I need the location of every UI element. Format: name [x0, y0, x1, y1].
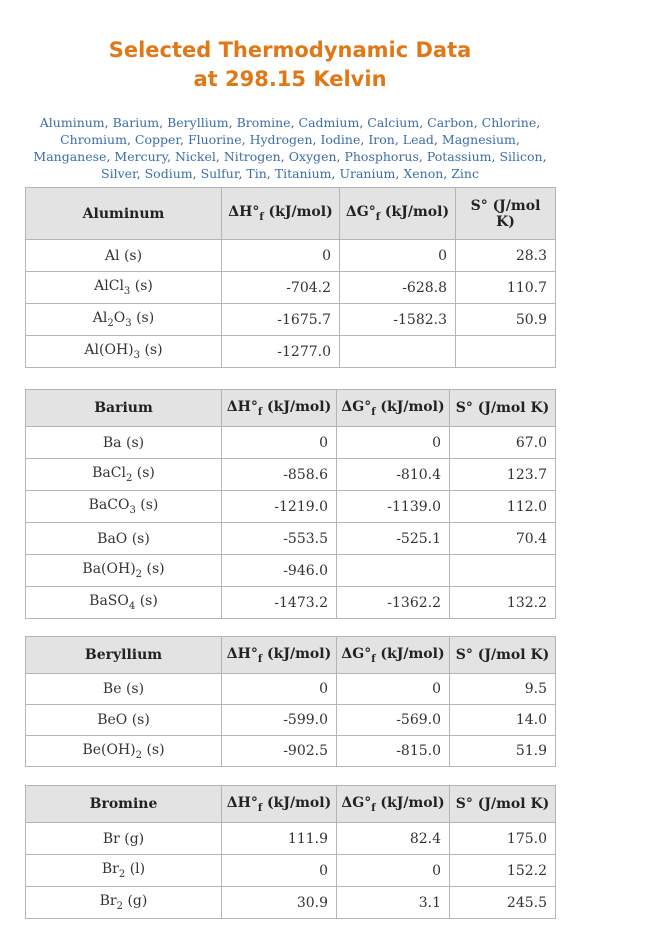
- entropy-cell: 123.7: [450, 459, 556, 491]
- entropy-cell: 9.5: [450, 674, 556, 705]
- enthalpy-cell: -1219.0: [222, 491, 337, 523]
- enthalpy-cell: -902.5: [222, 736, 337, 767]
- link-separator: ,: [280, 149, 289, 164]
- title-line-1: Selected Thermodynamic Data: [108, 38, 472, 62]
- element-link-magnesium[interactable]: Magnesium: [441, 132, 516, 147]
- substance-cell: $Br_2$ (g): [26, 887, 222, 919]
- link-separator: ,: [433, 132, 442, 147]
- col-entropy-heading: S° (J/mol K): [450, 390, 556, 427]
- element-link-fluorine[interactable]: Fluorine: [187, 132, 242, 147]
- element-link-hydrogen[interactable]: Hydrogen: [249, 132, 313, 147]
- link-separator: ,: [136, 166, 145, 181]
- element-link-sulfur[interactable]: Sulfur: [200, 166, 239, 181]
- gibbs-cell: -569.0: [337, 705, 450, 736]
- substance-cell: Al (s): [26, 240, 222, 272]
- gibbs-cell: [337, 555, 450, 587]
- element-link-tin[interactable]: Tin: [246, 166, 267, 181]
- entropy-cell: 175.0: [450, 823, 556, 855]
- link-separator: ,: [180, 132, 188, 147]
- table-element-heading: Barium: [26, 390, 222, 427]
- entropy-cell: 51.9: [450, 736, 556, 767]
- element-link-iodine[interactable]: Iodine: [320, 132, 361, 147]
- link-separator: ,: [104, 115, 113, 130]
- element-link-nickel[interactable]: Nickel: [174, 149, 216, 164]
- table-row: [26, 427, 556, 459]
- gibbs-cell: -628.8: [340, 272, 456, 304]
- element-link-uranium[interactable]: Uranium: [339, 166, 396, 181]
- entropy-cell: 110.7: [456, 272, 556, 304]
- substance-cell: AlCl$_3$ (s): [26, 272, 222, 304]
- element-link-cadmium[interactable]: Cadmium: [298, 115, 360, 130]
- enthalpy-cell: 111.9: [222, 823, 337, 855]
- substance-cell: $Al(OH)_3$ (s): [26, 336, 222, 368]
- col-enthalpy-heading: $\Delta H^\circ_f$ (kJ/mol): [222, 786, 337, 823]
- link-separator: ,: [106, 149, 115, 164]
- link-separator: ,: [126, 132, 135, 147]
- link-separator: ,: [167, 149, 175, 164]
- substance-cell: $Al_2O_3$ (s): [26, 304, 222, 336]
- link-separator: ,: [241, 132, 250, 147]
- element-link-potassium[interactable]: Potassium: [426, 149, 492, 164]
- table-row: [26, 674, 556, 705]
- table-row: [26, 736, 556, 767]
- substance-cell: $Br_2$ (l): [26, 855, 222, 887]
- table-header-row: [26, 188, 556, 240]
- link-separator: ,: [228, 115, 237, 130]
- enthalpy-cell: -704.2: [222, 272, 340, 304]
- link-separator: ,: [395, 166, 404, 181]
- table-beryllium: [25, 636, 556, 767]
- gibbs-cell: -815.0: [337, 736, 450, 767]
- entropy-cell: [450, 555, 556, 587]
- element-link-silicon[interactable]: Silicon: [499, 149, 543, 164]
- gibbs-cell: 0: [337, 855, 450, 887]
- element-link-zinc[interactable]: Zinc: [451, 166, 479, 181]
- link-separator: ,: [473, 115, 482, 130]
- table-row: [26, 523, 556, 555]
- substance-cell: BaO (s): [26, 523, 222, 555]
- link-separator: ,: [266, 166, 275, 181]
- table-row: [26, 555, 556, 587]
- table-row: [26, 887, 556, 919]
- entropy-cell: [456, 336, 556, 368]
- substance-cell: BaCl$_2$ (s): [26, 459, 222, 491]
- link-separator: ,: [359, 115, 368, 130]
- element-link-aluminum[interactable]: Aluminum: [39, 115, 105, 130]
- element-link-chlorine[interactable]: Chlorine: [481, 115, 537, 130]
- link-separator: ,: [419, 115, 428, 130]
- link-separator: ,: [360, 132, 369, 147]
- title-line-2: at 298.15 Kelvin: [193, 67, 387, 91]
- substance-cell: Ba (s): [26, 427, 222, 459]
- element-link-bromine[interactable]: Bromine: [236, 115, 291, 130]
- table-barium: [25, 389, 556, 619]
- table-element-heading: Beryllium: [26, 637, 222, 674]
- element-link-lead[interactable]: Lead: [402, 132, 434, 147]
- element-link-beryllium[interactable]: Beryllium: [167, 115, 229, 130]
- entropy-cell: 70.4: [450, 523, 556, 555]
- substance-cell: BaSO$_4$ (s): [26, 587, 222, 619]
- link-separator: ,: [542, 149, 547, 164]
- page-title: [0, 36, 580, 94]
- enthalpy-cell: 0: [222, 674, 337, 705]
- element-link-chromium[interactable]: Chromium: [60, 132, 127, 147]
- substance-cell: $Ba(OH)_2$ (s): [26, 555, 222, 587]
- table-row: [26, 855, 556, 887]
- link-separator: ,: [443, 166, 452, 181]
- col-gibbs-heading: $\Delta G^\circ_f$ (kJ/mol): [337, 786, 450, 823]
- gibbs-cell: 0: [340, 240, 456, 272]
- link-separator: ,: [192, 166, 201, 181]
- table-row: [26, 336, 556, 368]
- entropy-cell: 67.0: [450, 427, 556, 459]
- gibbs-cell: -810.4: [337, 459, 450, 491]
- table-row: [26, 272, 556, 304]
- enthalpy-cell: 0: [222, 855, 337, 887]
- link-separator: ,: [215, 149, 224, 164]
- entropy-cell: 245.5: [450, 887, 556, 919]
- enthalpy-cell: -553.5: [222, 523, 337, 555]
- enthalpy-cell: 0: [222, 240, 340, 272]
- element-link-mercury[interactable]: Mercury: [114, 149, 168, 164]
- link-separator: ,: [515, 132, 520, 147]
- col-enthalpy-heading: $\Delta H^\circ_f$ (kJ/mol): [222, 637, 337, 674]
- table-row: [26, 304, 556, 336]
- enthalpy-cell: -1675.7: [222, 304, 340, 336]
- element-link-barium[interactable]: Barium: [112, 115, 160, 130]
- element-link-xenon[interactable]: Xenon: [403, 166, 444, 181]
- col-enthalpy-heading: $\Delta H^\circ_f$ (kJ/mol): [222, 390, 337, 427]
- col-gibbs-heading: $\Delta G^\circ_f$ (kJ/mol): [340, 188, 456, 240]
- enthalpy-cell: -946.0: [222, 555, 337, 587]
- col-entropy-heading: S° (J/mol K): [456, 188, 556, 240]
- table-row: [26, 587, 556, 619]
- link-separator: ,: [159, 115, 168, 130]
- entropy-cell: 152.2: [450, 855, 556, 887]
- gibbs-cell: -1582.3: [340, 304, 456, 336]
- col-gibbs-heading: $\Delta G^\circ_f$ (kJ/mol): [337, 390, 450, 427]
- enthalpy-cell: 0: [222, 427, 337, 459]
- substance-cell: $Be(OH)_2$ (s): [26, 736, 222, 767]
- link-separator: ,: [238, 166, 247, 181]
- link-separator: ,: [312, 132, 321, 147]
- link-separator: ,: [536, 115, 541, 130]
- element-link-oxygen[interactable]: Oxygen: [288, 149, 337, 164]
- gibbs-cell: -525.1: [337, 523, 450, 555]
- table-element-heading: Aluminum: [26, 188, 222, 240]
- gibbs-cell: 3.1: [337, 887, 450, 919]
- substance-cell: BeO (s): [26, 705, 222, 736]
- entropy-cell: 50.9: [456, 304, 556, 336]
- element-link-sodium[interactable]: Sodium: [144, 166, 193, 181]
- table-element-heading: Bromine: [26, 786, 222, 823]
- entropy-cell: 14.0: [450, 705, 556, 736]
- col-gibbs-heading: $\Delta G^\circ_f$ (kJ/mol): [337, 637, 450, 674]
- element-link-manganese[interactable]: Manganese: [33, 149, 107, 164]
- element-link-calcium[interactable]: Calcium: [367, 115, 420, 130]
- col-entropy-heading: S° (J/mol K): [450, 637, 556, 674]
- element-link-silver[interactable]: Silver: [101, 166, 137, 181]
- link-separator: ,: [491, 149, 500, 164]
- link-separator: ,: [290, 115, 299, 130]
- element-link-phosphorus[interactable]: Phosphorus: [344, 149, 419, 164]
- enthalpy-cell: -1277.0: [222, 336, 340, 368]
- link-separator: ,: [331, 166, 340, 181]
- table-row: [26, 491, 556, 523]
- gibbs-cell: [340, 336, 456, 368]
- element-link-carbon[interactable]: Carbon: [427, 115, 474, 130]
- table-aluminum: [25, 187, 556, 368]
- enthalpy-cell: 30.9: [222, 887, 337, 919]
- gibbs-cell: 0: [337, 427, 450, 459]
- enthalpy-cell: -599.0: [222, 705, 337, 736]
- gibbs-cell: 82.4: [337, 823, 450, 855]
- table-bromine: [25, 785, 556, 919]
- element-link-iron[interactable]: Iron: [368, 132, 395, 147]
- entropy-cell: 132.2: [450, 587, 556, 619]
- link-separator: ,: [418, 149, 427, 164]
- link-separator: ,: [336, 149, 345, 164]
- gibbs-cell: -1139.0: [337, 491, 450, 523]
- table-row: [26, 705, 556, 736]
- table-row: [26, 459, 556, 491]
- element-links: [28, 114, 552, 182]
- enthalpy-cell: -1473.2: [222, 587, 337, 619]
- col-entropy-heading: S° (J/mol K): [450, 786, 556, 823]
- table-header-row: [26, 786, 556, 823]
- entropy-cell: 112.0: [450, 491, 556, 523]
- substance-cell: BaCO$_3$ (s): [26, 491, 222, 523]
- link-separator: ,: [394, 132, 403, 147]
- element-link-titanium[interactable]: Titanium: [274, 166, 332, 181]
- table-row: [26, 240, 556, 272]
- table-header-row: [26, 637, 556, 674]
- element-link-nitrogen[interactable]: Nitrogen: [223, 149, 281, 164]
- table-row: [26, 823, 556, 855]
- col-enthalpy-heading: $\Delta H^\circ_f$ (kJ/mol): [222, 188, 340, 240]
- substance-cell: Be (s): [26, 674, 222, 705]
- substance-cell: Br (g): [26, 823, 222, 855]
- enthalpy-cell: -858.6: [222, 459, 337, 491]
- gibbs-cell: 0: [337, 674, 450, 705]
- table-header-row: [26, 390, 556, 427]
- gibbs-cell: -1362.2: [337, 587, 450, 619]
- entropy-cell: 28.3: [456, 240, 556, 272]
- element-link-copper[interactable]: Copper: [134, 132, 180, 147]
